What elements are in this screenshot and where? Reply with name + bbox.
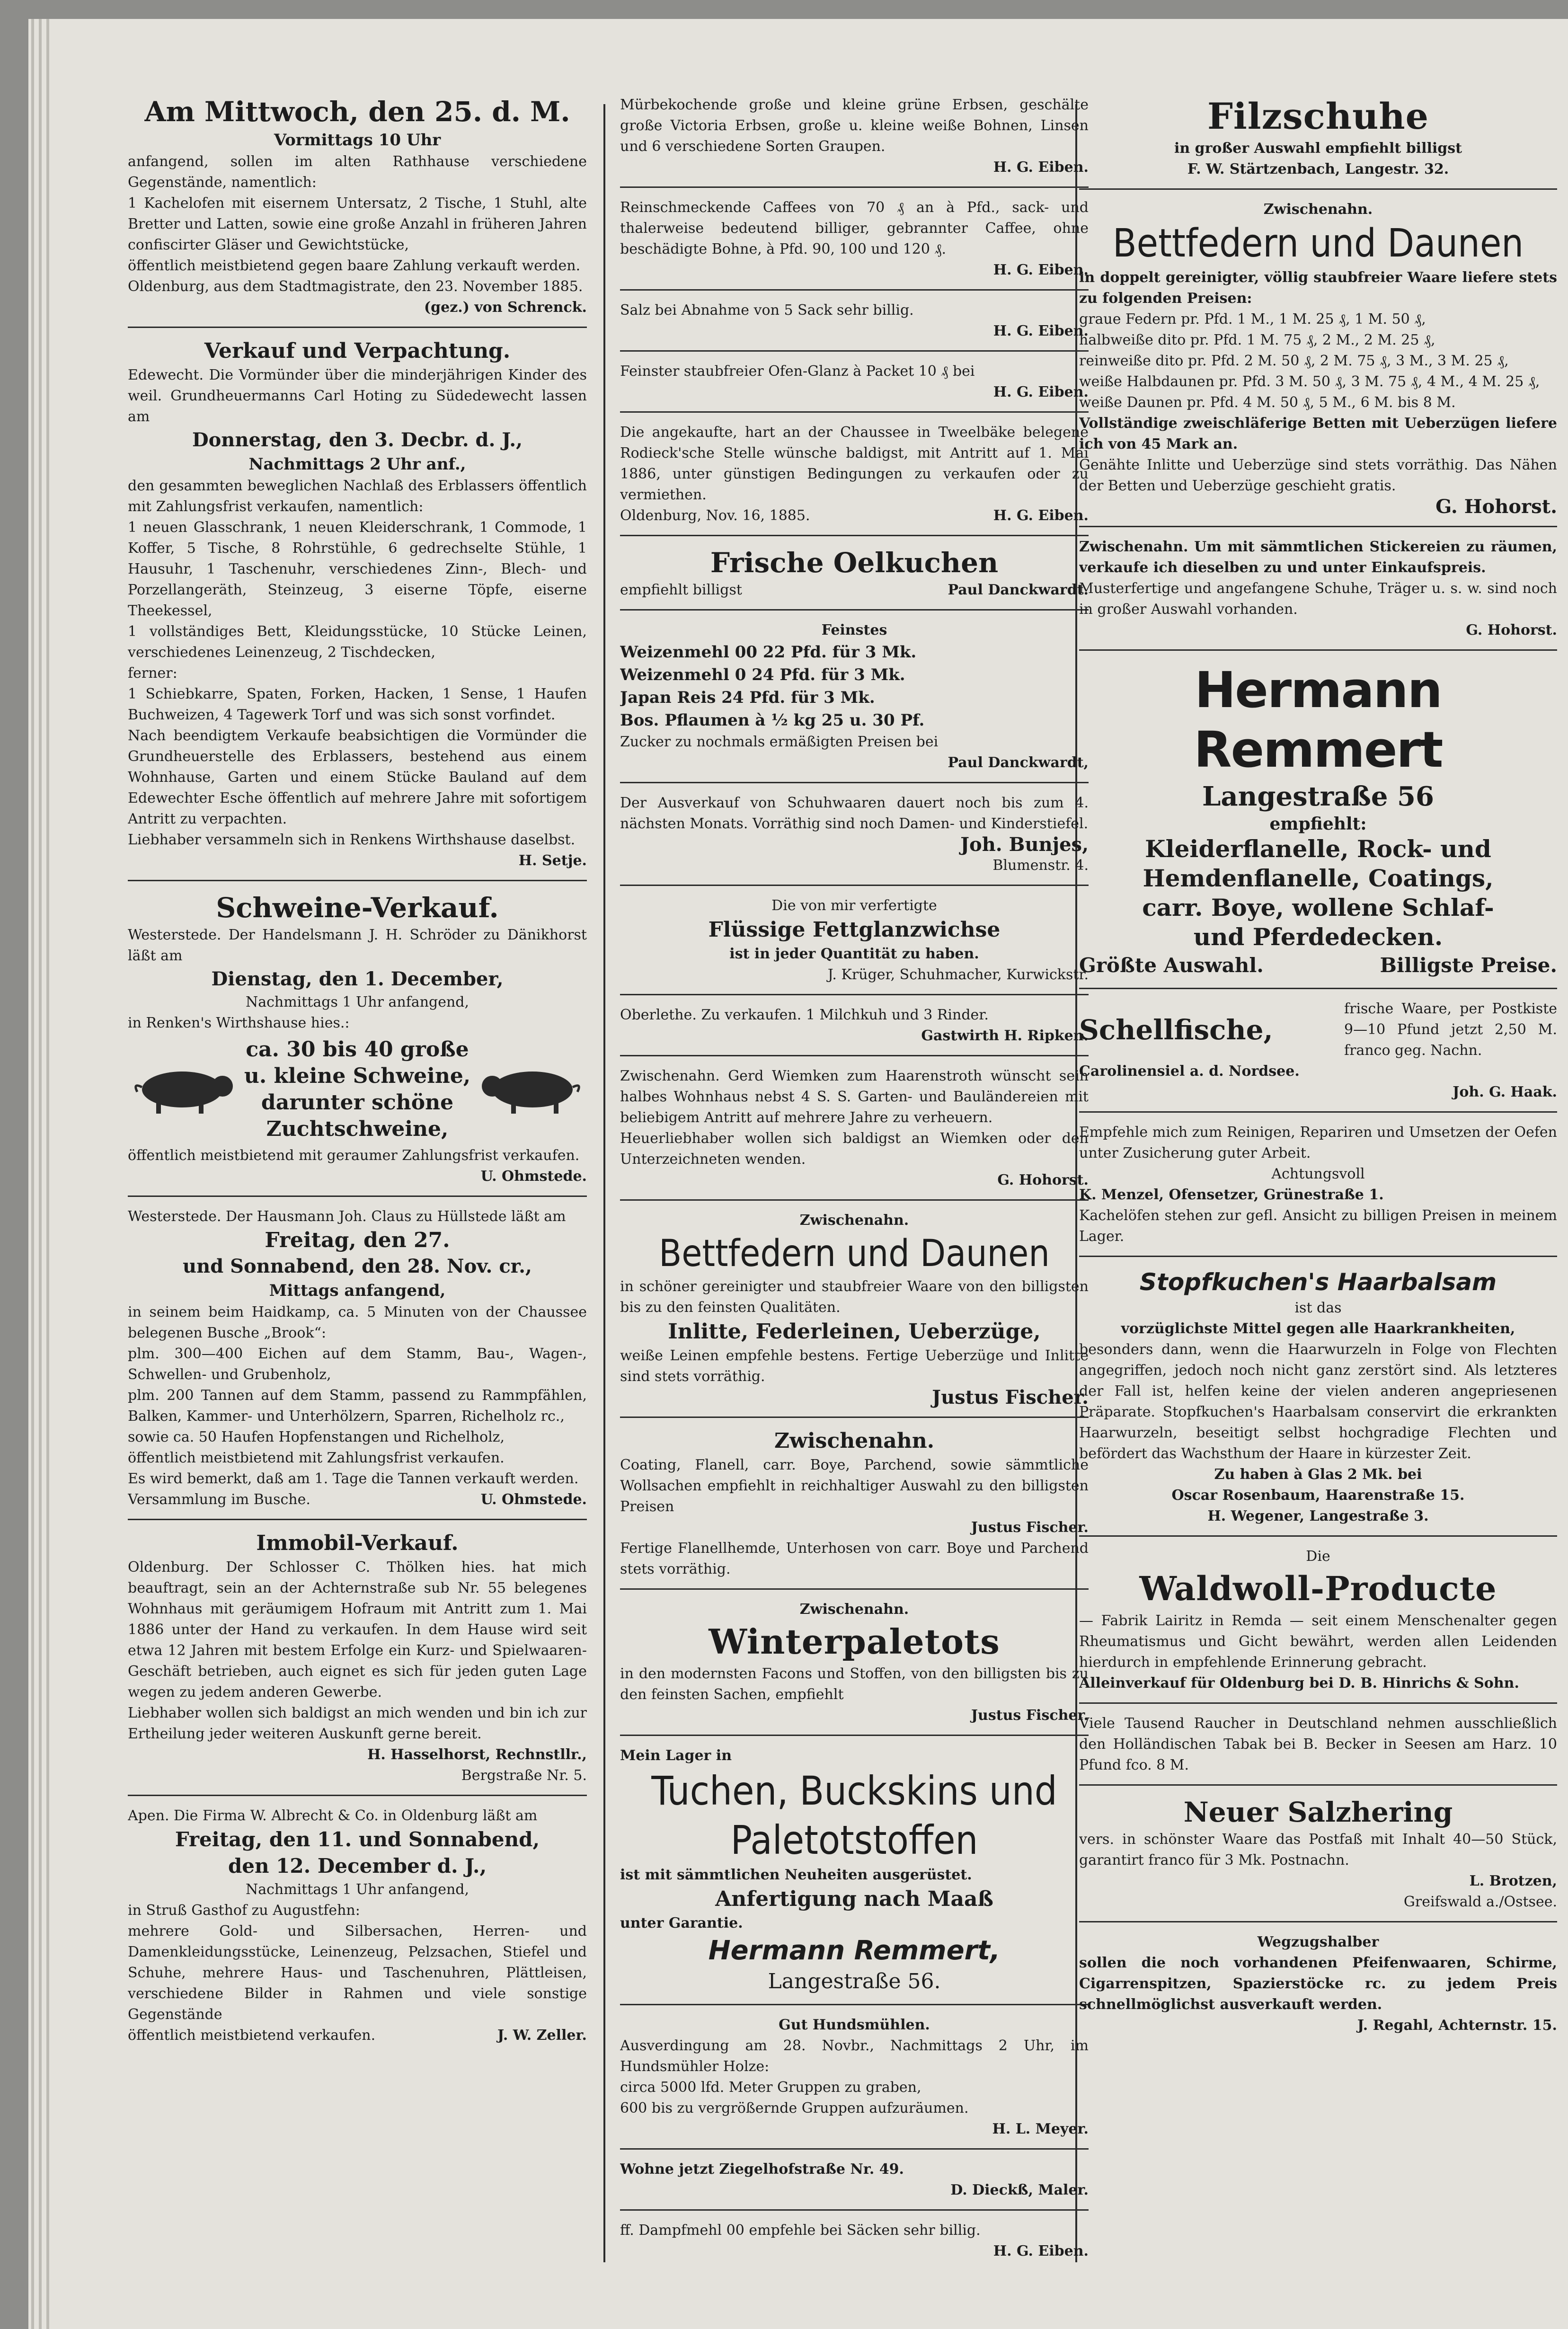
ad-text: 600 bis zu vergrößernde Gruppen aufzuräumen.: [620, 2100, 969, 2116]
ad-signature: G. Hohorst.: [997, 1172, 1089, 1188]
ad-text: in großer Auswahl empfiehlt billigst: [1174, 140, 1462, 157]
ad-text: Mürbekochende große und kleine grüne Erbsen, geschälte große Victoria Erbsen, große u. kleine weiße Bohnen, Linsen und 6 verschiedene Sorten Graupen.: [620, 97, 1089, 155]
ad-heading: Flüssige Fettglanzwichse: [708, 918, 1001, 942]
ad-heading: Frische Oelkuchen: [710, 547, 999, 579]
ad-milchkuh: [620, 1000, 1089, 1056]
ad-text: Zu haben à Glas 2 Mk. bei: [1214, 1466, 1422, 1483]
ad-subheading: empfiehlt:: [1269, 814, 1367, 834]
ad-subheading: Gut Hundsmühlen.: [779, 2017, 930, 2033]
ad-text: Westerstede. Der Hausmann Joh. Claus zu Hüllstede läßt am: [128, 1208, 566, 1225]
ad-text: vorzüglichste Mittel gegen alle Haarkrankheiten,: [1121, 1320, 1515, 1337]
ad-holzverkauf: [128, 1202, 587, 1520]
ad-salz: [620, 295, 1089, 352]
ad-signature: D. Dieckß, Maler.: [950, 2182, 1089, 2198]
ad-line: carr. Boye, wollene Schlaf-: [1142, 894, 1494, 921]
ad-heading: Stopfkuchen's Haarbalsam: [1139, 1268, 1497, 1296]
ad-text: Vollständige zweischläferige Betten mit Ueberzügen liefere ich von 45 Mark an.: [1079, 415, 1557, 452]
ad-text: Die von mir verfertigte: [771, 897, 937, 914]
ad-time: Mittags anfangend,: [269, 1281, 446, 1300]
ad-date: den 12. December d. J.,: [228, 1854, 487, 1877]
ad-signature: H. G. Eiben.: [993, 507, 1089, 524]
ad-text: Musterfertige und angefangene Schuhe, Träger u. s. w. sind noch in großer Auswahl vorhanden.: [1079, 580, 1557, 618]
ad-erbsen: [620, 90, 1089, 188]
ad-line: Weizenmehl 0 24 Pfd. für 3 Mk.: [620, 665, 905, 684]
ad-name: Hermann Remmert,: [708, 1935, 1001, 1966]
pig-offer: ca. 30 bis 40 große u. kleine Schweine, darunter schöne Zuchtschweine,: [244, 1037, 471, 1141]
ad-text: in seinem beim Haidkamp, ca. 5 Minuten von der Chaussee belegenen Busche „Brook“:: [128, 1304, 587, 1341]
ad-text: Mein Lager in: [620, 1747, 732, 1764]
ad-text: Zwischenahn. Gerd Wiemken zum Haarenstroth wünscht sein halbes Wohnhaus nebst 4 S. S. Garten- und Bauländereien mit beliebigem Antritt auf mehrere Jahre zu verheuern.: [620, 1068, 1089, 1126]
ad-heading: Am Mittwoch, den 25. d. M.: [144, 96, 570, 128]
ad-place: Zwischenahn.: [1263, 201, 1373, 218]
ad-text: mehrere Gold- und Silbersachen, Herren- und Damenkleidungsstücke, Leinenzeug, Pelzsachen, Stiefel und Schuhe, mehrere Haus- und Taschenuhren, Plättleisen, verschiedene Bilder in Rahmen und viele sonstige Gegenstände: [128, 1923, 587, 2023]
ad-text: Wohne jetzt Ziegelhofstraße Nr. 49.: [620, 2161, 904, 2178]
ad-text: Billigste Preise.: [1380, 954, 1557, 977]
ad-footer: [128, 2025, 587, 2046]
ad-subheading: Vormittags 10 Uhr: [274, 131, 441, 150]
ad-heading: Paletotstoffen: [730, 1817, 978, 1863]
ad-footer: [1079, 952, 1557, 979]
ad-heading: Waldwoll-Producte: [1139, 1569, 1497, 1608]
ad-dampfmehl: [620, 2215, 1089, 2270]
ad-heading: Immobil-Verkauf.: [256, 1531, 459, 1555]
ad-signature: Gastwirth H. Ripken.: [921, 1027, 1089, 1044]
ad-date: Freitag, den 11. und Sonnabend,: [175, 1828, 540, 1851]
ad-text: weiße Leinen empfehle bestens. Fertige Ueberzüge und Inlitte sind stets vorräthig.: [620, 1347, 1089, 1385]
ad-text: anfangend, sollen im alten Rathhause verschiedene Gegenstände, namentlich:: [128, 153, 587, 191]
ad-hundsmuehlen: [620, 2010, 1089, 2150]
ad-signature: (gez.) von Schrenck.: [424, 299, 587, 316]
ad-text: 1 neuen Glasschrank, 1 neuen Kleiderschrank, 1 Commode, 1 Koffer, 5 Tische, 8 Rohrstühle, 6 gedrechselte Stühle, 1 Hausuhr, 1 Taschenuhr, verschiedenes Zinn-, Blech- und Porzellangeräth, Steinzeug, 3 eiserne Töpfe, eiserne Theekessel,: [128, 519, 587, 619]
ad-heading: Winterpaletots: [709, 1621, 1000, 1662]
ad-signature: U. Ohmstede.: [480, 1491, 587, 1508]
ad-signature: L. Brotzen,: [1469, 1873, 1557, 1889]
ad-footer: [620, 505, 1089, 526]
ad-fettglanzwichse: [620, 891, 1089, 995]
ad-signature: Paul Danckwardt,: [948, 754, 1089, 771]
ad-auction-rathhaus: [128, 90, 587, 328]
ad-text: öffentlich meistbietend mit Zahlungsfrist verkaufen.: [128, 1450, 505, 1466]
page-edge: [46, 19, 49, 2329]
ad-signature: H. Wegener, Langestraße 3.: [1207, 1508, 1429, 1524]
ad-text: besonders dann, wenn die Haarwurzeln in Folge von Flechten angegriffen, jedoch noch nicht ganz zerstört sind. Als letzteres der Fall ist, helfen keine der vielen anderen angepriesenen Präparate. Stopfkuchen's Haarbalsam conservirt die erkrankten Haarwurzeln, beseitigt selbst hochgradige Flechten und befördert das Wachsthum der Haare in kürzester Zeit.: [1079, 1341, 1557, 1462]
ad-signature: Paul Danckwardt.: [948, 582, 1089, 598]
ad-text: empfiehlt billigst: [620, 582, 742, 598]
ad-text: sollen die noch vorhandenen Pfeifenwaaren, Schirme, Cigarrenspitzen, Spazierstöcke rc. zu jedem Preis schnellmöglichst ausverkauft werden.: [1079, 1955, 1557, 2013]
column-2: [620, 90, 1089, 2281]
ad-text: Kachelöfen stehen zur gefl. Ansicht zu billigen Preisen in meinem Lager.: [1079, 1207, 1557, 1245]
ad-signature: H. Hasselhorst, Rechnstllr.,: [367, 1746, 587, 1763]
ad-text: Zucker zu nochmals ermäßigten Preisen bei: [620, 734, 939, 750]
ad-heading: Bettfedern und Daunen: [659, 1232, 1050, 1275]
ad-footer: [128, 1489, 587, 1510]
ad-signature: Joh. Bunjes,: [960, 833, 1089, 856]
ad-text: Der Ausverkauf von Schuhwaaren dauert noch bis zum 4. nächsten Monats. Vorräthig sind noch Damen- und Kinderstiefel.: [620, 795, 1089, 832]
ad-place: Zwischenahn.: [799, 1601, 909, 1618]
column-rule: [603, 104, 605, 2262]
ad-ofenglanz: [620, 356, 1089, 413]
ad-address: Greifswald a./Ostsee.: [1403, 1894, 1557, 1910]
ad-heading: Verkauf und Verpachtung.: [204, 339, 511, 363]
ad-heading: Neuer Salzhering: [1183, 1796, 1453, 1828]
ad-text: Versammlung im Busche.: [128, 1491, 310, 1508]
ad-heading: Zwischenahn.: [774, 1429, 935, 1453]
ad-footer: [620, 580, 1089, 601]
ad-text: Oldenburg, Nov. 16, 1885.: [620, 507, 810, 524]
ad-address: Blumenstr. 4.: [992, 857, 1089, 874]
ad-oelkuchen: [620, 541, 1089, 611]
ad-text: circa 5000 lfd. Meter Gruppen zu graben,: [620, 2079, 921, 2096]
ad-line: und Pferdedecken.: [1193, 923, 1443, 951]
ad-date: und Sonnabend, den 28. Nov. cr.,: [183, 1255, 532, 1277]
ad-tabak: [1079, 1709, 1557, 1786]
ad-line: Weizenmehl 00 22 Pfd. für 3 Mk.: [620, 643, 917, 662]
ad-signature: H. G. Eiben.: [993, 384, 1089, 400]
ad-text: 1 Kachelofen mit eisernem Untersatz, 2 Tische, 1 Stuhl, alte Bretter und Latten, sowie eine große Anzahl in früheren Jahren confiscirter Gläser und Gewichtstücke,: [128, 195, 587, 253]
ad-text: den gesammten beweglichen Nachlaß des Erblassers öffentlich mit Zahlungsfrist verkaufen, namentlich:: [128, 478, 587, 515]
ad-haarbalsam: [1079, 1262, 1557, 1537]
ad-text: ff. Dampfmehl 00 empfehle bei Säcken sehr billig.: [620, 2222, 981, 2239]
ad-bettfedern-hohorst: [1079, 195, 1557, 527]
ad-hermann-remmert: [1079, 655, 1557, 989]
ad-signature: G. Hohorst.: [1466, 622, 1557, 638]
ad-text: Edewecht. Die Vormünder über die minderjährigen Kinder des weil. Grundheuermanns Carl Hoting zu Südedewecht lassen am: [128, 367, 587, 425]
ad-tuchen-remmert: [620, 1741, 1089, 2005]
ad-wohnhaus: [620, 1061, 1089, 1201]
ad-text: 1 Schiebkarre, Spaten, Forken, Hacken, 1 Sense, 1 Haufen Buchweizen, 4 Tagewerk Torf und was sich sonst vorfindet.: [128, 686, 587, 723]
ad-place: Zwischenahn.: [799, 1212, 909, 1229]
ad-price-line: weiße Halbdaunen pr. Pfd. 3 M. 50 ₰, 3 M. 75 ₰, 4 M., 4 M. 25 ₰,: [1079, 373, 1540, 390]
ad-signature: G. Hohorst.: [1435, 496, 1557, 518]
ad-text: Coating, Flanell, carr. Boye, Parchend, sowie sämmtliche Wollsachen empfiehlt in reichhaltiger Auswahl zu den billigsten Preisen: [620, 1457, 1089, 1515]
ad-price-line: weiße Daunen pr. Pfd. 4 M. 50 ₰, 5 M., 6 M. bis 8 M.: [1079, 394, 1456, 411]
ad-text: in Struß Gasthof zu Augustfehn:: [128, 1902, 360, 1919]
ad-caffee: [620, 193, 1089, 291]
ad-text: ist in jeder Quantität zu haben.: [729, 946, 979, 962]
ad-text: Salz bei Abnahme von 5 Sack sehr billig.: [620, 302, 914, 319]
ad-text: Liebhaber versammeln sich in Renkens Wirthshause daselbst.: [128, 832, 576, 848]
ad-signature: F. W. Stärtzenbach, Langestr. 32.: [1187, 161, 1449, 177]
column-1: [128, 90, 587, 2281]
ad-signature: Joh. G. Haak.: [1453, 1084, 1557, 1100]
ad-coating: [620, 1423, 1089, 1590]
ad-subheading: Wegzugshalber: [1257, 1934, 1379, 1950]
ad-price-line: reinweiße dito pr. Pfd. 2 M. 50 ₰, 2 M. 75 ₰, 3 M., 3 M. 25 ₰,: [1079, 353, 1509, 369]
ad-text: Zwischenahn. Um mit sämmtlichen Stickereien zu räumen, verkaufe ich dieselben zu und unter Einkaufspreis.: [1079, 539, 1557, 576]
ad-heading: Hermann Remmert: [1194, 661, 1443, 779]
ad-address: Langestraße 56: [1202, 781, 1434, 812]
ad-line: Hemdenflanelle, Coatings,: [1143, 864, 1494, 892]
ad-text: in den modernsten Facons und Stoffen, von den billigsten bis zu den feinsten Sachen, empfiehlt: [620, 1665, 1089, 1703]
ad-text: Apen. Die Firma W. Albrecht & Co. in Oldenburg läßt am: [128, 1807, 538, 1824]
pig-illustration-row: [128, 1036, 587, 1142]
ad-bettfedern-fischer: [620, 1205, 1089, 1418]
ad-heading: Bettfedern und Daunen: [1112, 221, 1524, 266]
ad-text: unter Garantie.: [620, 1915, 743, 1931]
ad-heading: Anfertigung nach Maaß: [715, 1887, 993, 1911]
ad-signature: J. Krüger, Schuhmacher, Kurwickstr.: [827, 966, 1089, 983]
ad-line: Bos. Pflaumen à ½ kg 25 u. 30 Pf.: [620, 711, 925, 730]
ad-schuhwaaren: [620, 788, 1089, 886]
ad-waldwoll: [1079, 1541, 1557, 1704]
ad-signature: U. Ohmstede.: [480, 1168, 587, 1185]
ad-stickereien: [1079, 532, 1557, 651]
ad-signature: H. Setje.: [518, 852, 587, 869]
pig-icon: [478, 1063, 587, 1116]
ad-text: plm. 200 Tannen auf dem Stamm, passend zu Rammpfählen, Balken, Kammer- und Unterhölzern, Sparren, Richelholz rc.,: [128, 1387, 587, 1425]
page-edge: [31, 19, 34, 2329]
ad-price-line: graue Federn pr. Pfd. 1 M., 1 M. 25 ₰, 1 M. 50 ₰,: [1079, 311, 1426, 328]
ad-text: öffentlich meistbietend gegen baare Zahlung verkauft werden.: [128, 257, 581, 274]
ad-date: Donnerstag, den 3. Decbr. d. J.,: [192, 429, 523, 451]
ad-address: Langestraße 56.: [768, 1969, 941, 1993]
ad-text: Oldenburg, aus dem Stadtmagistrate, den 23. November 1885.: [128, 278, 583, 295]
ad-wegzugshalber: [1079, 1927, 1557, 2045]
ad-immobil-verkauf: [128, 1525, 587, 1796]
ad-text: in doppelt gereinigter, völlig staubfreier Waare liefere stets zu folgenden Preisen:: [1079, 269, 1557, 307]
ad-heading: Filzschuhe: [1207, 95, 1429, 137]
ad-text: öffentlich meistbietend mit geraumer Zahlungsfrist verkaufen.: [128, 1147, 580, 1164]
ad-text: Es wird bemerkt, daß am 1. Tage die Tannen verkauft werden.: [128, 1470, 579, 1487]
ad-time: Nachmittags 1 Uhr anfangend,: [245, 994, 470, 1010]
ad-line: Kleiderflanelle, Rock- und: [1145, 835, 1491, 863]
ad-text: Oberlethe. Zu verkaufen. 1 Milchkuh und 3 Rinder.: [620, 1007, 989, 1023]
ad-salzhering: [1079, 1790, 1557, 1922]
ad-line: Japan Reis 24 Pfd. für 3 Mk.: [620, 688, 875, 707]
newspaper-page: [28, 19, 1568, 2329]
ad-schweine-verkauf: [128, 886, 587, 1197]
ad-text: Alleinverkauf für Oldenburg bei D. B. Hinrichs & Sohn.: [1079, 1675, 1519, 1691]
ad-text: Fertige Flanellhemde, Unterhosen von carr. Boye und Parchend stets vorräthig.: [620, 1540, 1089, 1577]
ad-wohne-jetzt: [620, 2154, 1089, 2211]
ad-text: Liebhaber wollen sich baldigst an mich wenden und bin ich zur Ertheilung jeder weiteren Auskunft gerne bereit.: [128, 1705, 587, 1742]
ad-line: Inlitte, Federleinen, Ueberzüge,: [668, 1319, 1041, 1344]
ad-text: Empfehle mich zum Reinigen, Repariren und Umsetzen der Oefen unter Zusicherung guter Arbeit.: [1079, 1124, 1557, 1161]
ad-text: Achtungsvoll: [1271, 1166, 1365, 1182]
page-edge: [39, 19, 42, 2329]
ad-signature: Justus Fischer.: [932, 1386, 1089, 1408]
ad-signature: K. Menzel, Ofensetzer, Grünestraße 1.: [1079, 1187, 1384, 1203]
ad-address: Bergstraße Nr. 5.: [461, 1767, 587, 1784]
ad-text: öffentlich meistbietend verkaufen.: [128, 2027, 376, 2044]
ad-text: — Fabrik Lairitz in Remda — seit einem Menschenalter gegen Rheumatismus und Gicht bewährt, werden allen Leidenden hierdurch in empfehlende Erinnerung gebracht.: [1079, 1612, 1557, 1671]
ad-apen-auction: [128, 1801, 587, 2054]
ad-text: Genähte Inlitte und Ueberzüge sind stets vorräthig. Das Nähen der Betten und Ueberzüge geschieht gratis.: [1079, 457, 1557, 494]
ad-weizenmehl: [620, 615, 1089, 783]
ad-signature: Justus Fischer.: [971, 1519, 1089, 1536]
ad-verkauf-verpachtung: [128, 333, 587, 881]
ad-signature: H. G. Eiben.: [993, 2243, 1089, 2259]
ad-text: Viele Tausend Raucher in Deutschland nehmen ausschließlich den Holländischen Tabak bei B. Becker in Seesen am Harz. 10 Pfund fco. 8 M.: [1079, 1715, 1557, 1773]
ad-signature: H. G. Eiben.: [993, 159, 1089, 176]
ad-date: Dienstag, den 1. December,: [211, 968, 504, 990]
ad-time: Nachmittags 2 Uhr anf.,: [248, 455, 466, 474]
ad-filzschuhe: [1079, 90, 1557, 190]
ad-text: in schöner gereinigter und staubfreier Waare von den billigsten bis zu den feinsten Qualitäten.: [620, 1278, 1089, 1316]
ad-heading: Schweine-Verkauf.: [216, 892, 499, 924]
ad-signature: H. G. Eiben.: [993, 323, 1089, 339]
ad-subheading: Feinstes: [821, 622, 887, 638]
column-3: [1079, 90, 1557, 2281]
ad-text: plm. 300—400 Eichen auf dem Stamm, Bau-, Wagen-, Schwellen- und Grubenholz,: [128, 1346, 587, 1383]
ad-text: Feinster staubfreier Ofen-Glanz à Packet 10 ₰ bei: [620, 363, 975, 380]
ad-ofensetzer: [1079, 1117, 1557, 1257]
ad-signature: Oscar Rosenbaum, Haarenstraße 15.: [1171, 1487, 1465, 1504]
ad-text: Carolinensiel a. d. Nordsee.: [1079, 1063, 1300, 1080]
ad-time: Nachmittags 1 Uhr anfangend,: [245, 1881, 470, 1898]
ad-signature: H. G. Eiben.: [993, 262, 1089, 278]
ad-schellfische: [1079, 994, 1557, 1113]
ad-text: Die: [1306, 1548, 1330, 1565]
ad-text: vers. in schönster Waare das Postfaß mit Inhalt 40—50 Stück, garantirt franco für 3 Mk. Postnachn.: [1079, 1831, 1557, 1869]
ad-text: Westerstede. Der Handelsmann J. H. Schröder zu Dänikhorst läßt am: [128, 927, 587, 964]
pig-icon: [128, 1063, 237, 1116]
ad-signature: J. Regahl, Achternstr. 15.: [1357, 2017, 1557, 2034]
ad-row: [1079, 999, 1557, 1061]
ad-text: frische Waare, per Postkiste 9—10 Pfund jetzt 2,50 M. franco geg. Nachn.: [1344, 1001, 1557, 1059]
ad-date: Freitag, den 27.: [265, 1228, 450, 1252]
ad-signature: H. L. Meyer.: [992, 2121, 1089, 2137]
ad-text: Die angekaufte, hart an der Chaussee in Tweelbäke belegene Rodieck'sche Stelle wünsche baldigst, mit Antritt auf 1. Mai 1886, unter günstigen Bedingungen zu verkaufen oder zu vermiethen.: [620, 424, 1089, 503]
ad-text: in Renken's Wirthshause hies.:: [128, 1015, 350, 1031]
ad-text: Reinschmeckende Caffees von 70 ₰ an à Pfd., sack- und thalerweise bedeutend billiger, gebrannter Caffee, ohne beschädigte Bohne, à Pfd. 90, 100 und 120 ₰.: [620, 199, 1089, 257]
ad-signature: Justus Fischer.: [971, 1707, 1089, 1724]
ad-text: Ausverdingung am 28. Novbr., Nachmittags 2 Uhr, im Hundsmühler Holze:: [620, 2037, 1089, 2075]
ad-winterpaletots: [620, 1594, 1089, 1736]
ad-price-line: halbweiße dito pr. Pfd. 1 M. 75 ₰, 2 M., 2 M. 25 ₰,: [1079, 332, 1435, 348]
ad-heading: Tuchen, Buckskins und: [651, 1768, 1057, 1814]
ad-text: Nach beendigtem Verkaufe beabsichtigen die Vormünder die Grundheuerstelle des Erblassers, bestehend aus einem Wohnhause, Garten und einem Stücke Bauland auf dem Edewechter Esche öffentlich auf mehrere Jahre mit sofortigem Antritt zu verpachten.: [128, 727, 587, 827]
ad-text: ferner:: [128, 665, 177, 682]
ad-text: Heuerliebhaber wollen sich baldigst an Wiemken oder den Unterzeichneten wenden.: [620, 1130, 1089, 1168]
ad-text: 1 vollständiges Bett, Kleidungsstücke, 10 Stücke Leinen, verschiedenes Leinenzeug, 2 Tischdecken,: [128, 623, 587, 661]
ad-text: ist das: [1294, 1300, 1342, 1316]
ad-text: ist mit sämmtlichen Neuheiten ausgerüstet.: [620, 1867, 972, 1883]
ad-stelle: [620, 417, 1089, 536]
ad-text: sowie ca. 50 Haufen Hopfenstangen und Richelholz,: [128, 1429, 505, 1445]
ad-text: Größte Auswahl.: [1079, 954, 1264, 977]
ad-heading: Schellfische,: [1079, 1014, 1273, 1046]
ad-signature: J. W. Zeller.: [497, 2027, 587, 2044]
ad-text: Oldenburg. Der Schlosser C. Thölken hies. hat mich beauftragt, sein an der Achternstraße sub Nr. 55 belegenes Wohnhaus mit geräumigem Hofraum mit Antritt zum 1. Mai 1886 unter der Hand zu verkaufen. In dem Hause wird seit etwa 12 Jahren mit bestem Erfolge ein Kurz- und Spielwaaren-Geschäft betrieben, auch eignet es sich für jeden guten Lage wegen zu jedem anderen Gewerbe.: [128, 1559, 587, 1700]
